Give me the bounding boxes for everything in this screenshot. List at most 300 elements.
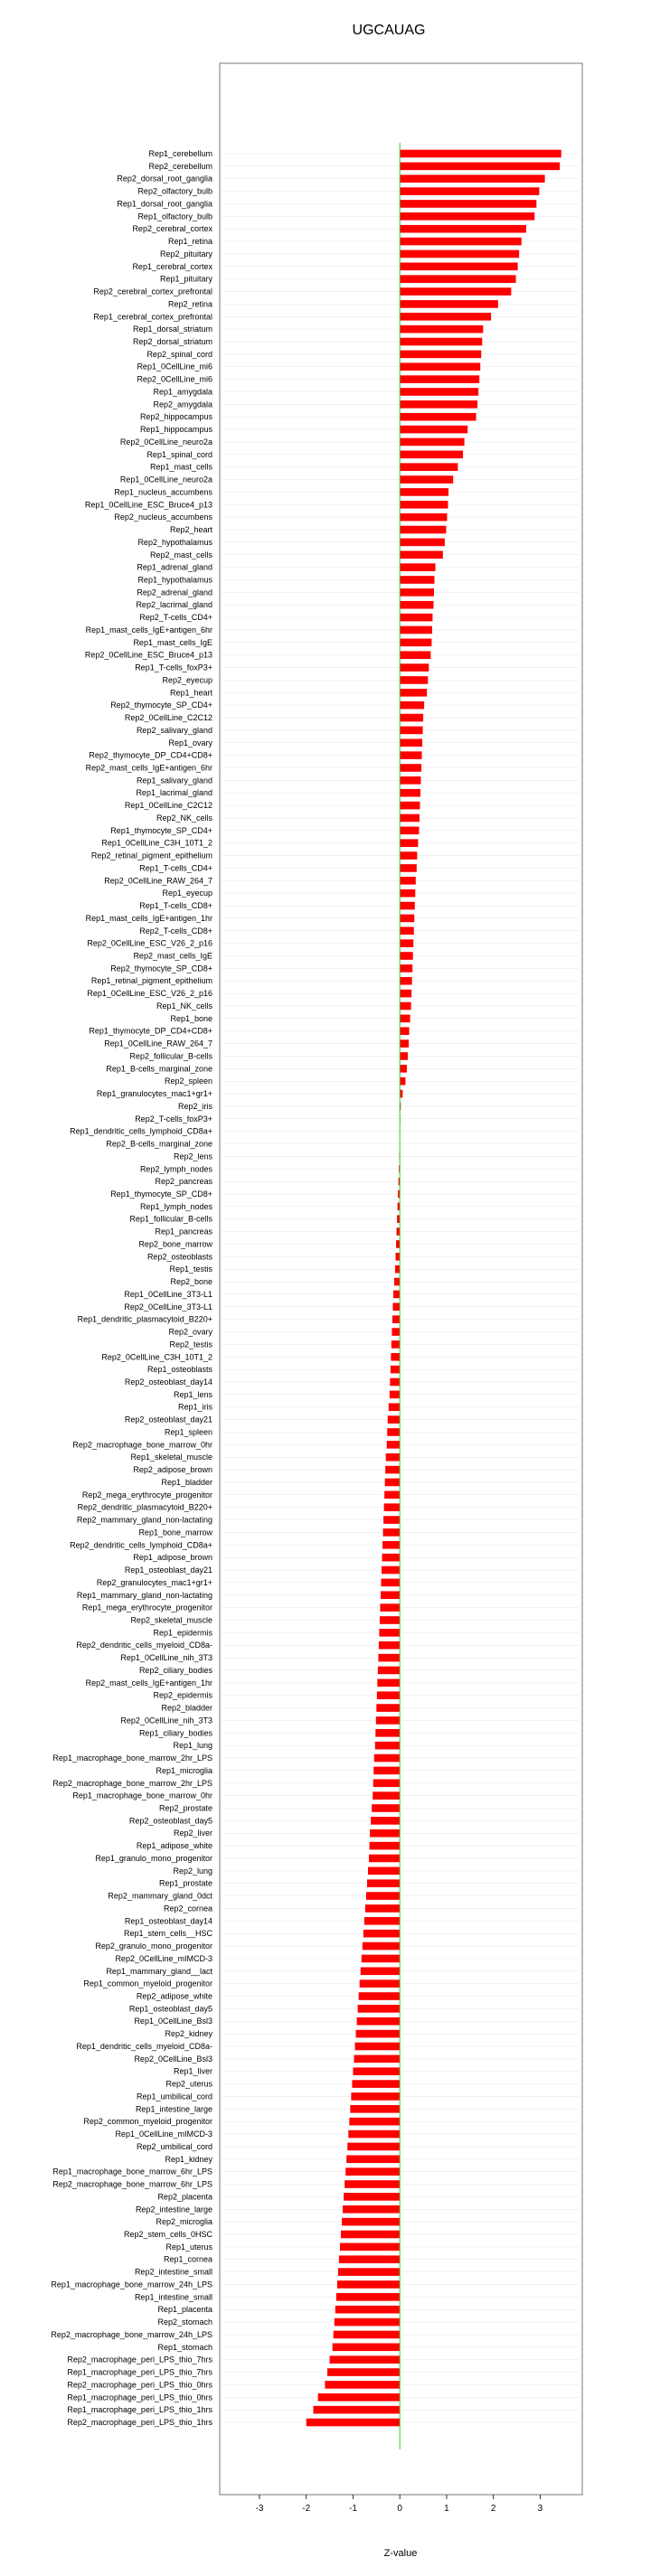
category-label: Rep1_osteoblast_day14 [124, 1916, 212, 1926]
category-label: Rep1_mega_erythrocyte_progenitor [81, 1603, 212, 1612]
category-label: Rep2_testis [169, 1340, 212, 1349]
category-label: Rep1_thymocyte_DP_CD4+CD8+ [89, 1026, 212, 1036]
bar [396, 1253, 401, 1261]
category-label: Rep1_heart [169, 688, 212, 698]
category-label: Rep2_macrophage_peri_LPS_thio_0hrs [67, 2380, 212, 2390]
bar [336, 2293, 400, 2301]
category-label: Rep2_macrophage_bone_marrow_0hr [72, 1440, 212, 1450]
bar [400, 827, 419, 835]
category-label: Rep1_lacrimal_gland [136, 788, 212, 798]
bar [400, 814, 420, 823]
category-label: Rep2_iris [177, 1101, 212, 1111]
bar [400, 1077, 405, 1086]
category-label: Rep1_olfactory_bulb [137, 212, 212, 221]
category-label: Rep2_hypothalamus [137, 537, 212, 547]
bar [400, 250, 519, 259]
category-label: Rep2_intestine_small [134, 2267, 212, 2277]
bar [400, 300, 498, 308]
category-label: Rep2_umbilical_cord [136, 2141, 212, 2151]
category-label: Rep2_thymocyte_SP_CD8+ [110, 964, 212, 973]
bar [400, 488, 448, 496]
bar [364, 1917, 400, 1925]
bar [400, 889, 415, 898]
category-label: Rep2_B-cells_marginal_zone [106, 1139, 212, 1149]
bar [377, 1679, 400, 1688]
category-label: Rep1_eyecup [162, 888, 212, 898]
category-label: Rep1_0CellLine_ESC_V26_2_p16 [87, 989, 212, 999]
category-label: Rep2_0CellLine_3T3-L1 [124, 1302, 212, 1312]
category-label: Rep1_uterus [165, 2242, 212, 2252]
category-label: Rep1_bone_marrow [138, 1528, 212, 1537]
category-label: Rep2_0CellLine_RAW_264_7 [104, 876, 212, 886]
category-label: Rep2_follicular_B-cells [129, 1051, 212, 1061]
category-label: Rep2_osteoblast_day5 [128, 1816, 212, 1826]
category-label: Rep1_adrenal_gland [137, 562, 212, 572]
category-label: Rep1_intestine_large [135, 2104, 212, 2114]
bar [400, 1039, 409, 1048]
category-label: Rep1_epidermis [153, 1628, 212, 1638]
bar [379, 1641, 400, 1650]
category-label: Rep1_mammary_gland__lact [106, 1966, 212, 1976]
category-label: Rep1_NK_cells [156, 1001, 212, 1011]
category-label: Rep1_dendritic_cells_lymphoid_CD8a+ [70, 1126, 212, 1136]
category-label: Rep1_spinal_cord [146, 449, 212, 459]
bar [376, 1716, 400, 1725]
bar [400, 902, 415, 910]
category-label: Rep1_dendritic_cells_myeloid_CD8a- [76, 2041, 212, 2051]
bar [400, 275, 515, 283]
x-tick-label: 0 [397, 2504, 402, 2514]
bar [375, 1729, 400, 1737]
bar [379, 1629, 400, 1637]
category-label: Rep1_osteoblast_day5 [128, 2004, 212, 2014]
bar [358, 2005, 401, 2013]
bar [400, 990, 411, 998]
category-label: Rep1_pancreas [155, 1227, 212, 1236]
bar [400, 877, 416, 885]
x-tick-label: -2 [302, 2504, 311, 2514]
bar [400, 1015, 410, 1023]
bar [400, 375, 479, 383]
bar [400, 163, 560, 171]
category-label: Rep2_thymocyte_SP_CD4+ [110, 700, 212, 710]
bar [360, 1979, 400, 1988]
bar [382, 1579, 401, 1587]
category-label: Rep2_heart [169, 525, 212, 535]
bar [341, 2231, 400, 2239]
category-label: Rep2_thymocyte_DP_CD4+CD8+ [89, 750, 212, 760]
category-label: Rep2_lung [173, 1866, 212, 1876]
category-label: Rep2_prostate [158, 1803, 212, 1813]
bar [396, 1240, 400, 1248]
bar [400, 338, 482, 346]
bar [351, 2092, 400, 2101]
bar [382, 1566, 400, 1575]
category-label: Rep1_0CellLine_mi6 [137, 362, 212, 371]
bar [400, 388, 478, 396]
category-label: Rep2_bone [170, 1277, 212, 1287]
category-label: Rep2_0CellLine_nih_3T3 [120, 1716, 212, 1725]
category-label: Rep1_ciliary_bodies [138, 1728, 212, 1738]
bar [313, 2406, 400, 2414]
category-label: Rep2_bladder [161, 1703, 212, 1713]
category-label: Rep1_retina [167, 237, 212, 247]
category-label: Rep2_cerebral_cortex [132, 224, 212, 234]
bar [344, 2180, 400, 2188]
bar [359, 1992, 401, 2000]
bar [383, 1528, 401, 1537]
category-label: Rep1_testis [169, 1264, 212, 1274]
category-label: Rep1_macrophage_peri_LPS_thio_7hrs [67, 2367, 212, 2377]
category-label: Rep2_macrophage_bone_marrow_2hr_LPS [52, 1778, 212, 1788]
category-label: Rep1_adipose_white [136, 1841, 212, 1851]
bar [385, 1466, 400, 1474]
bar [400, 776, 420, 785]
category-label: Rep2_cornea [163, 1904, 212, 1913]
bar [400, 789, 420, 797]
category-label: Rep2_ciliary_bodies [138, 1665, 212, 1675]
bar [400, 839, 418, 847]
category-label: Rep1_nucleus_accumbens [114, 487, 212, 497]
bar [353, 2067, 400, 2075]
bar [307, 2419, 400, 2427]
bar [349, 2118, 400, 2126]
category-label: Rep2_adipose_white [136, 1991, 212, 2001]
category-label: Rep2_retina [167, 299, 212, 309]
bar [339, 2255, 400, 2263]
category-label: Rep2_granulocytes_mac1+gr1+ [96, 1577, 212, 1587]
category-label: Rep1_macrophage_bone_marrow_0hr [72, 1791, 212, 1800]
bar [400, 400, 477, 409]
bar [400, 727, 422, 735]
category-label: Rep1_hypothalamus [137, 575, 212, 585]
bar [374, 1754, 400, 1763]
bar [400, 1027, 409, 1035]
bar [400, 676, 428, 684]
category-label: Rep1_prostate [158, 1878, 212, 1888]
bar [400, 325, 483, 334]
category-label: Rep1_cornea [163, 2254, 212, 2264]
bar [370, 1842, 401, 1850]
category-label: Rep2_dorsal_root_ganglia [117, 174, 212, 183]
bar [400, 150, 561, 158]
category-label: Rep2_0CellLine_ESC_Bruce4_p13 [84, 650, 212, 660]
bar [380, 1616, 400, 1624]
category-label: Rep2_common_myeloid_progenitor [83, 2117, 212, 2127]
bar [380, 1603, 400, 1612]
bar [400, 977, 411, 985]
bar [400, 238, 522, 246]
bar [400, 438, 464, 447]
bar [346, 2155, 400, 2163]
bar [342, 2218, 400, 2226]
category-label: Rep1_B-cells_marginal_zone [106, 1064, 212, 1074]
bar [345, 2167, 400, 2176]
category-label: Rep1_bone [170, 1013, 212, 1023]
category-label: Rep1_macrophage_peri_LPS_thio_0hrs [67, 2393, 212, 2402]
category-label: Rep1_thymocyte_SP_CD8+ [110, 1189, 212, 1199]
category-label: Rep2_microglia [156, 2217, 212, 2227]
bar [356, 2030, 401, 2038]
bar [400, 639, 431, 647]
category-label: Rep1_dendritic_plasmacytoid_B220+ [77, 1314, 212, 1324]
bar [384, 1503, 401, 1511]
bar [335, 2318, 400, 2327]
category-label: Rep1_dorsal_striatum [132, 324, 212, 334]
category-label: Rep2_nucleus_accumbens [114, 512, 212, 522]
chart-title: UGCAUAG [352, 23, 426, 38]
category-label: Rep2_macrophage_bone_marrow_6hr_LPS [52, 2179, 212, 2189]
category-label: Rep1_hippocampus [139, 425, 212, 435]
bar [347, 2143, 400, 2151]
bar [390, 1378, 400, 1387]
bar [400, 263, 517, 271]
bar [400, 964, 412, 973]
category-label: Rep2_mast_cells [149, 550, 212, 559]
category-label: Rep1_skeletal_muscle [130, 1453, 212, 1462]
category-label: Rep1_thymocyte_SP_CD4+ [110, 825, 212, 835]
bar [400, 212, 534, 221]
category-label: Rep1_spleen [164, 1427, 212, 1437]
category-label: Rep1_macrophage_bone_marrow_6hr_LPS [52, 2167, 212, 2176]
bar [400, 714, 423, 722]
category-label: Rep2_0CellLine_C2C12 [124, 713, 212, 723]
bar [340, 2243, 400, 2252]
bar [386, 1453, 401, 1462]
bar [382, 1554, 401, 1562]
x-tick-label: -3 [255, 2504, 264, 2514]
bar [383, 1516, 400, 1524]
category-label: Rep1_ovary [168, 738, 212, 747]
bar [369, 1855, 400, 1863]
x-tick-label: 3 [537, 2504, 543, 2514]
bar [365, 1904, 400, 1913]
bar [370, 1829, 400, 1838]
category-label: Rep1_T-cells_CD8+ [139, 901, 212, 911]
bar [400, 187, 539, 195]
bar [400, 1052, 408, 1060]
category-label: Rep2_macrophage_peri_LPS_thio_1hrs [67, 2418, 212, 2427]
category-label: Rep1_0CellLine_C3H_10T1_2 [101, 838, 212, 848]
bar [400, 475, 453, 484]
bar [392, 1340, 400, 1349]
x-axis-label: Z-value [383, 2548, 418, 2559]
bar [348, 2130, 400, 2139]
bar [400, 287, 511, 296]
category-label: Rep2_osteoblasts [146, 1252, 212, 1262]
bar [378, 1667, 400, 1675]
bar [400, 588, 434, 597]
bar [372, 1804, 400, 1812]
category-label: Rep2_lens [173, 1152, 212, 1161]
category-label: Rep1_lens [173, 1389, 212, 1399]
category-label: Rep2_mast_cells_IgE+antigen_1hr [85, 1678, 212, 1688]
category-label: Rep2_stomach [157, 2317, 212, 2327]
category-label: Rep2_kidney [165, 2029, 212, 2039]
bar [357, 2017, 401, 2026]
bar [400, 939, 413, 947]
category-label: Rep1_0CellLine_ESC_Bruce4_p13 [84, 500, 212, 510]
category-label: Rep1_placenta [157, 2305, 212, 2315]
category-label: Rep2_stem_cells_0HSC [123, 2229, 212, 2239]
category-label: Rep1_iris [177, 1402, 212, 1412]
category-label: Rep1_0CellLine_3T3-L1 [124, 1289, 212, 1299]
category-label: Rep1_granulo_mono_progenitor [95, 1853, 212, 1863]
category-label: Rep1_cerebral_cortex_prefrontal [93, 312, 212, 322]
bar [387, 1428, 400, 1436]
bar [387, 1441, 400, 1449]
category-label: Rep1_0CellLine_RAW_264_7 [104, 1039, 212, 1048]
x-tick-label: 2 [490, 2504, 496, 2514]
bar [400, 362, 480, 371]
category-label: Rep1_stem_cells__HSC [123, 1929, 212, 1939]
bar [400, 426, 467, 434]
bar [400, 1065, 407, 1073]
bar [389, 1403, 400, 1411]
category-label: Rep2_cerebral_cortex_prefrontal [93, 287, 212, 296]
bar [337, 2280, 400, 2289]
bar [327, 2368, 400, 2376]
category-label: Rep1_granulocytes_mac1+gr1+ [96, 1089, 212, 1099]
category-label: Rep2_mast_cells_IgE+antigen_6hr [85, 763, 212, 773]
bar [392, 1303, 400, 1312]
category-label: Rep1_adipose_brown [133, 1553, 212, 1563]
bar [392, 1328, 400, 1336]
category-label: Rep2_dendritic_cells_myeloid_CD8a- [76, 1641, 212, 1650]
bar [373, 1779, 400, 1787]
category-label: Rep1_T-cells_foxP3+ [135, 663, 212, 672]
bar [400, 539, 445, 547]
bar [400, 225, 526, 233]
category-label: Rep2_0CellLine_ESC_V26_2_p16 [87, 938, 212, 948]
category-label: Rep1_mast_cells_IgE+antigen_6hr [85, 625, 212, 635]
bar [384, 1491, 400, 1500]
bar [368, 1867, 400, 1876]
bar [333, 2343, 401, 2351]
bar [394, 1278, 400, 1286]
bar [400, 601, 433, 609]
category-label: Rep1_cerebellum [148, 149, 212, 158]
bar [363, 1942, 400, 1951]
category-label: Rep1_osteoblast_day21 [124, 1565, 212, 1575]
category-label: Rep2_macrophage_peri_LPS_thio_7hrs [67, 2355, 212, 2364]
bar [385, 1479, 401, 1487]
category-label: Rep1_liver [173, 2066, 212, 2076]
category-label: Rep1_macrophage_peri_LPS_thio_1hrs [67, 2405, 212, 2415]
category-label: Rep1_kidney [165, 2154, 212, 2164]
bar [400, 864, 417, 872]
category-label: Rep2_mammary_gland_0dct [108, 1891, 212, 1901]
bar [400, 513, 447, 522]
bar [371, 1817, 400, 1825]
bar [397, 1227, 401, 1236]
category-label: Rep2_hippocampus [139, 412, 212, 422]
x-axis-ticks [256, 2495, 543, 2514]
bar [373, 1791, 400, 1800]
category-label: Rep1_T-cells_CD4+ [139, 863, 212, 873]
category-label: Rep2_placenta [157, 2192, 212, 2202]
bar [390, 1391, 400, 1399]
category-label: Rep1_0CellLine_neuro2a [119, 475, 212, 484]
bar [400, 751, 421, 759]
bar [375, 1742, 400, 1750]
bar [381, 1591, 400, 1599]
category-label: Rep2_osteoblast_day14 [124, 1377, 212, 1387]
category-label: Rep2_T-cells_CD8+ [139, 926, 212, 935]
category-label: Rep1_common_myeloid_progenitor [83, 1979, 212, 1988]
bar [400, 764, 421, 772]
bar [363, 1930, 400, 1938]
category-label: Rep1_salivary_gland [136, 776, 212, 785]
bar [400, 663, 429, 672]
bar [338, 2268, 400, 2276]
category-label: Rep2_adipose_brown [133, 1465, 212, 1475]
bar [367, 1879, 400, 1887]
bar [400, 563, 435, 571]
bar [393, 1291, 400, 1299]
category-label: Rep2_retinal_pigment_epithelium [90, 851, 212, 860]
x-tick-label: -1 [349, 2504, 357, 2514]
bar [392, 1315, 400, 1323]
bar [400, 851, 417, 860]
bar [350, 2105, 400, 2113]
bar [400, 550, 443, 559]
category-label: Rep1_retinal_pigment_epithelium [90, 976, 212, 986]
category-label: Rep2_lymph_nodes [139, 1164, 212, 1174]
bar [400, 174, 544, 183]
category-label: Rep2_lacrimal_gland [136, 600, 212, 610]
category-label: Rep2_mammary_gland_non-lactating [76, 1515, 212, 1525]
bar [400, 413, 476, 421]
bar [400, 738, 422, 747]
bar [400, 463, 458, 471]
category-label: Rep1_0CellLine_C2C12 [124, 801, 212, 811]
x-tick-label: 1 [444, 2504, 449, 2514]
category-label: Rep2_T-cells_foxP3+ [135, 1114, 212, 1123]
bar [318, 2393, 401, 2402]
category-labels [51, 149, 212, 2427]
category-label: Rep2_dendritic_plasmacytoid_B220+ [77, 1502, 212, 1512]
bar [376, 1704, 400, 1712]
bar [334, 2331, 400, 2339]
category-label: Rep1_bladder [161, 1477, 212, 1487]
bar [391, 1366, 400, 1374]
category-label: Rep1_mast_cells_IgE+antigen_1hr [85, 913, 212, 923]
category-label: Rep1_macrophage_bone_marrow_2hr_LPS [52, 1753, 212, 1763]
category-label: Rep2_amygdala [153, 400, 212, 409]
bar [400, 701, 424, 710]
category-label: Rep2_olfactory_bulb [137, 186, 212, 196]
bar [335, 2306, 400, 2314]
category-label: Rep2_0CellLine_mIMCD-3 [115, 1953, 212, 1963]
bar [395, 1265, 400, 1274]
bar [400, 451, 463, 459]
bar [362, 1955, 400, 1963]
category-label: Rep2_intestine_large [135, 2205, 212, 2214]
bar [400, 501, 448, 509]
category-label: Rep2_spleen [164, 1076, 212, 1086]
category-label: Rep2_NK_cells [156, 813, 212, 823]
bar [400, 689, 427, 697]
category-label: Rep1_cerebral_cortex [132, 261, 212, 271]
bar [361, 1967, 400, 1975]
category-label: Rep1_microglia [156, 1765, 212, 1775]
bar [400, 526, 446, 534]
category-label: Rep2_T-cells_CD4+ [139, 613, 212, 623]
category-label: Rep1_intestine_small [134, 2292, 212, 2302]
category-label: Rep2_skeletal_muscle [130, 1615, 212, 1625]
bar [400, 802, 420, 810]
